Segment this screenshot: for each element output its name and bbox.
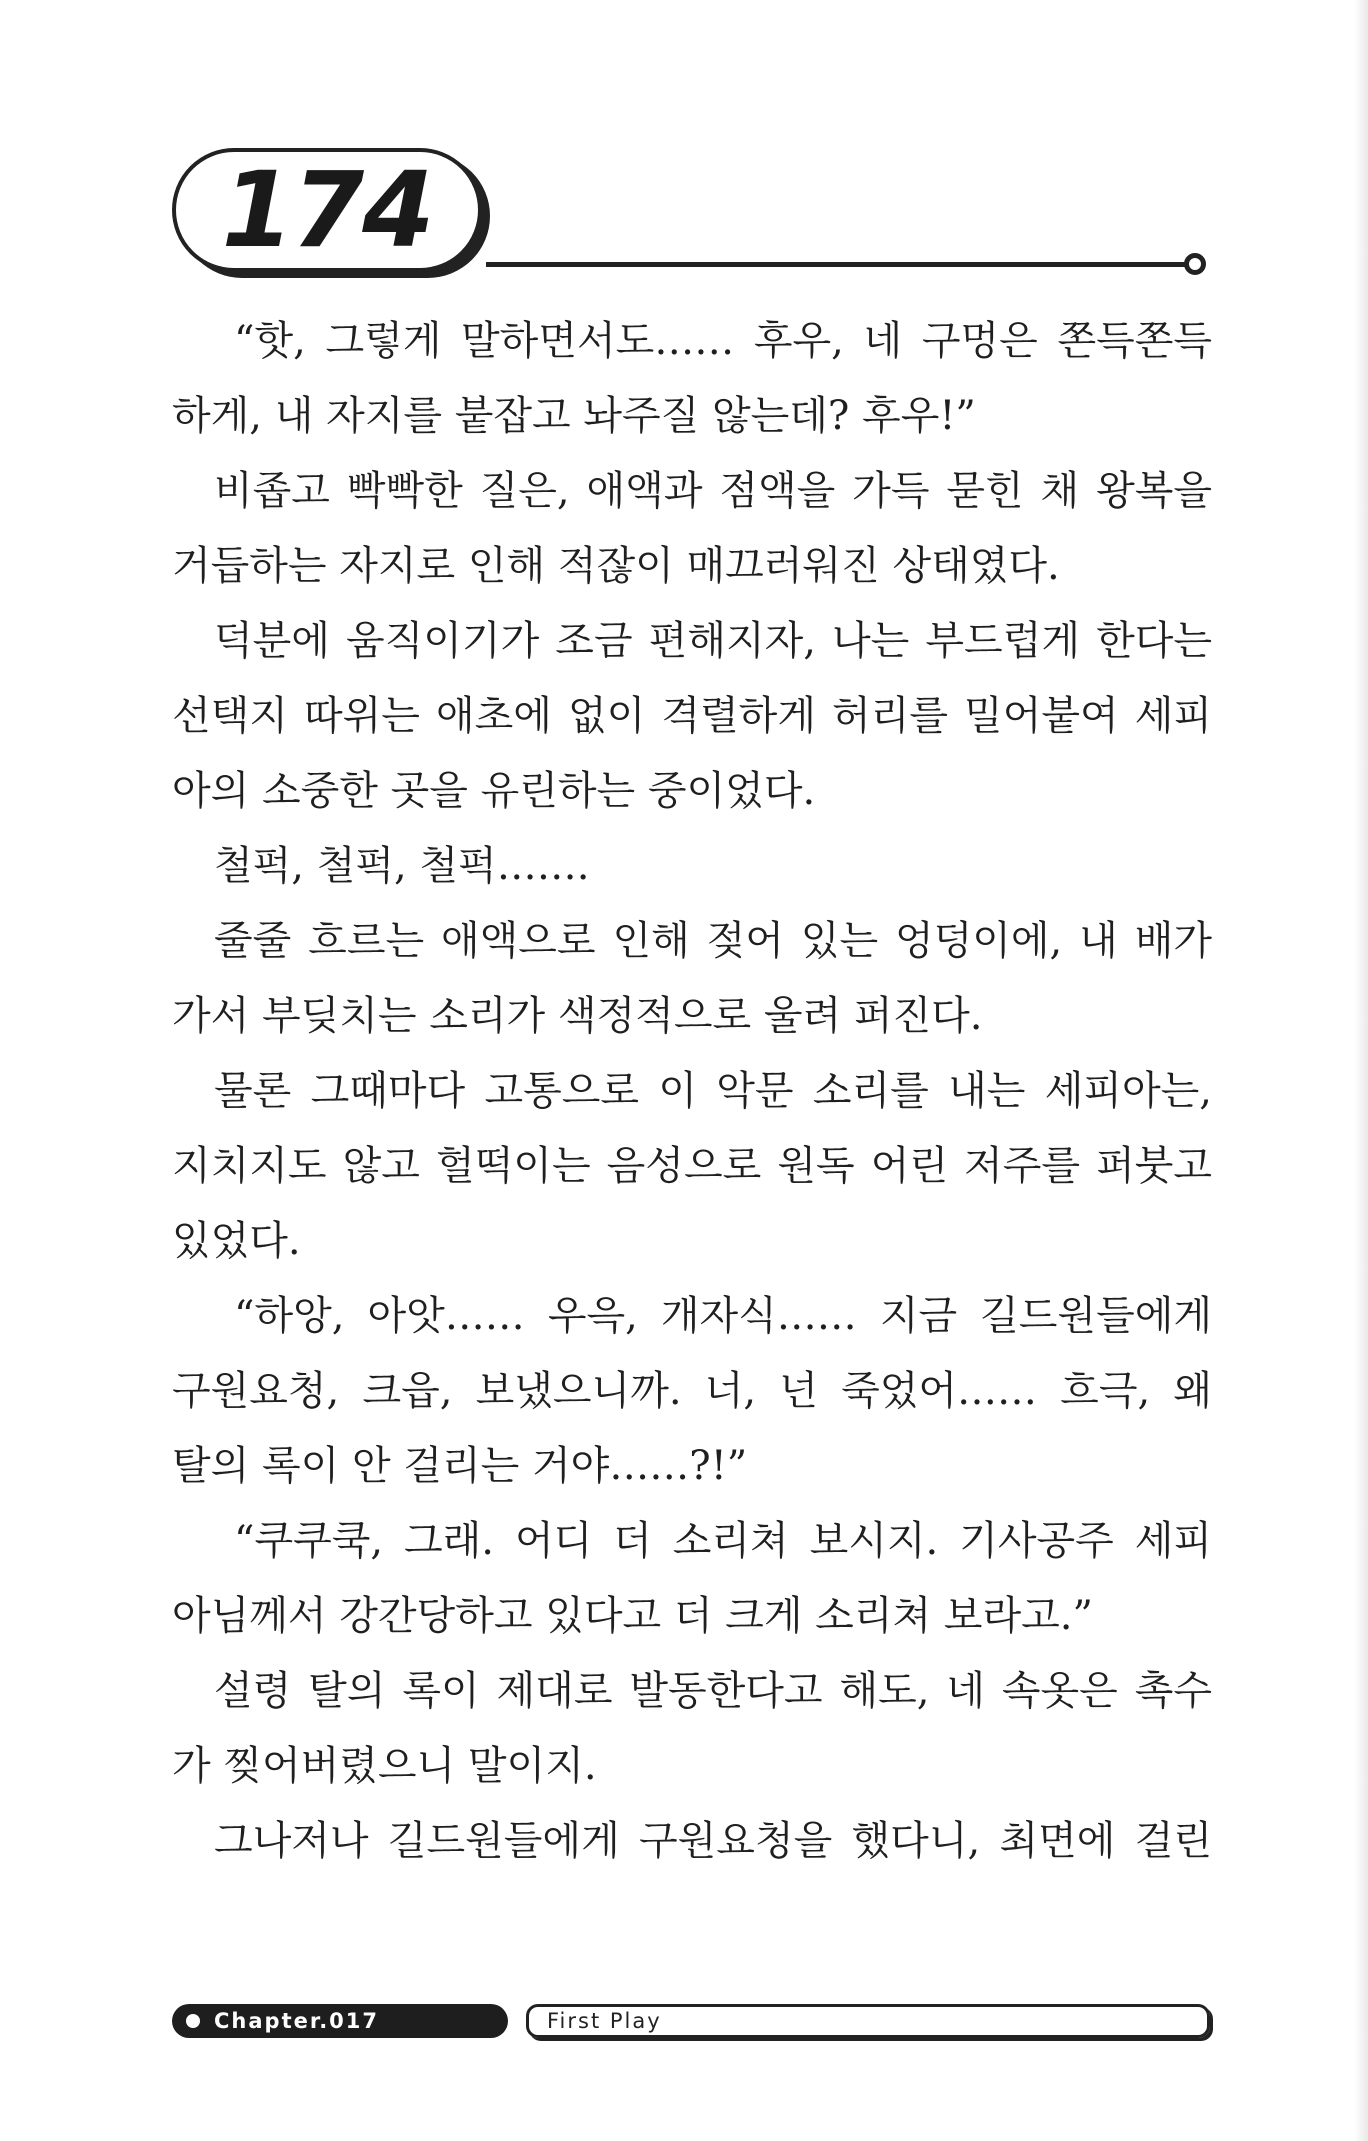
text-line: 철퍽, 철퍽, 철퍽……. (214, 843, 590, 889)
text-line: 구원요청, 크읍, 보냈으니까. 너, 넌 죽었어…… 흐극, 왜 (172, 1368, 1212, 1414)
text-line: 가서 부딪치는 소리가 색정적으로 울려 퍼진다. (172, 993, 983, 1039)
text-line: “핫, 그렇게 말하면서도…… 후우, 네 구멍은 쫀득쫀득 (234, 318, 1212, 364)
text-line: 그나저나 길드원들에게 구원요청을 했다니, 최면에 걸린 (214, 1818, 1212, 1864)
footer-title-box (526, 2004, 1210, 2038)
header-rule (486, 262, 1186, 267)
page-number: 174 (221, 149, 433, 271)
text-line: 하게, 내 자지를 붙잡고 놔주질 않는데? 후우!” (172, 393, 976, 439)
text-line: 아의 소중한 곳을 유린하는 중이었다. (172, 768, 816, 814)
text-line: 탈의 록이 안 걸리는 거야……?!” (172, 1443, 748, 1489)
text-line: 줄줄 흐르는 애액으로 인해 젖어 있는 엉덩이에, 내 배가 (214, 918, 1212, 964)
body-text (172, 304, 1212, 1879)
text-line: 지치지도 않고 헐떡이는 음성으로 원독 어린 저주를 퍼붓고 (172, 1143, 1212, 1189)
text-line: 가 찢어버렸으니 말이지. (172, 1743, 597, 1789)
text-line: 아님께서 강간당하고 있다고 더 크게 소리쳐 보라고.” (172, 1593, 1093, 1639)
chapter-title: First Play (547, 2009, 662, 2033)
text-line: 선택지 따위는 애초에 없이 격렬하게 허리를 밀어붙여 세피 (172, 693, 1212, 739)
text-line: “하앙, 아앗…… 우윽, 개자식…… 지금 길드원들에게 (234, 1293, 1212, 1339)
footer-chapter-badge (172, 2004, 508, 2038)
header-rule-end-dot-icon (1184, 253, 1206, 275)
text-line: 물론 그때마다 고통으로 이 악문 소리를 내는 세피아는, (214, 1068, 1212, 1114)
text-line: 있었다. (172, 1218, 301, 1264)
text-line: 비좁고 빡빡한 질은, 애액과 점액을 가득 묻힌 채 왕복을 (214, 468, 1212, 514)
text-line: 설령 탈의 록이 제대로 발동한다고 해도, 네 속옷은 촉수 (214, 1668, 1212, 1714)
bullet-icon (186, 2014, 200, 2028)
text-line: “쿠쿠쿡, 그래. 어디 더 소리쳐 보시지. 기사공주 세피 (234, 1518, 1212, 1564)
text-line: 덕분에 움직이기가 조금 편해지자, 나는 부드럽게 한다는 (214, 618, 1212, 664)
text-line: 거듭하는 자지로 인해 적잖이 매끄러워진 상태였다. (172, 543, 1060, 589)
page-edge-shadow (1354, 0, 1368, 2141)
chapter-label: Chapter.017 (214, 2009, 380, 2033)
page-number-badge (172, 148, 482, 272)
